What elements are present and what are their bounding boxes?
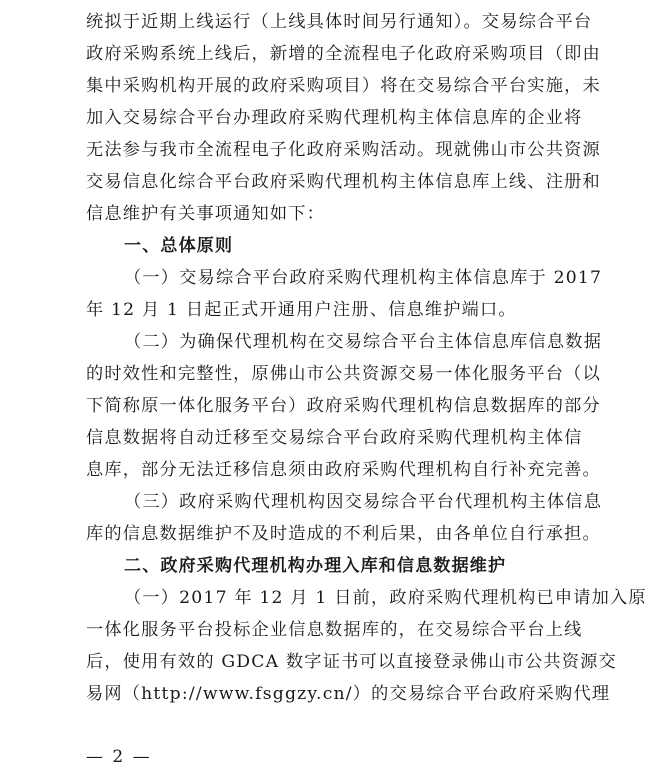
paragraph-line: 息库，部分无法迁移信息须由政府采购代理机构自行补充完善。 xyxy=(86,460,601,480)
paragraph-line: 年 12 月 1 日起正式开通用户注册、信息维护端口。 xyxy=(86,300,517,320)
paragraph-line: 下简称原一体化服务平台）政府采购代理机构信息数据库的部分 xyxy=(86,396,601,416)
paragraph-line: （一）交易综合平台政府采购代理机构主体信息库于 2017 xyxy=(124,268,603,288)
paragraph-line: 易网（http://www.fsggzy.cn/）的交易综合平台政府采购代理 xyxy=(86,684,611,704)
section-heading-1: 一、总体原则 xyxy=(124,236,234,256)
paragraph-line: （一）2017 年 12 月 1 日前，政府采购代理机构已申请加入原 xyxy=(124,588,647,608)
paragraph-line: 库的信息数据维护不及时造成的不利后果，由各单位自行承担。 xyxy=(86,524,601,544)
paragraph-line: 集中采购机构开展的政府采购项目）将在交易综合平台实施，未 xyxy=(86,76,601,96)
paragraph-line: 信息数据将自动迁移至交易综合平台政府采购代理机构主体信 xyxy=(86,428,583,448)
paragraph-line: 一体化服务平台投标企业信息数据库的，在交易综合平台上线 xyxy=(86,620,583,640)
page-number: — 2 — xyxy=(86,747,152,767)
paragraph-line: 的时效性和完整性，原佛山市公共资源交易一体化服务平台（以 xyxy=(86,364,601,384)
paragraph-line: 信息维护有关事项通知如下： xyxy=(86,204,326,224)
paragraph-line: 政府采购系统上线后，新增的全流程电子化政府采购项目（即由 xyxy=(86,44,601,64)
paragraph-line: （三）政府采购代理机构因交易综合平台代理机构主体信息 xyxy=(124,492,603,512)
paragraph-line: 统拟于近期上线运行（上线具体时间另行通知）。交易综合平台 xyxy=(86,12,593,32)
paragraph-line: 加入交易综合平台办理政府采购代理机构主体信息库的企业将 xyxy=(86,108,583,128)
paragraph-line: 后，使用有效的 GDCA 数字证书可以直接登录佛山市公共资源交 xyxy=(86,652,617,672)
section-heading-2: 二、政府采购代理机构办理入库和信息数据维护 xyxy=(124,556,507,576)
paragraph-line: 交易信息化综合平台政府采购代理机构主体信息库上线、注册和 xyxy=(86,172,601,192)
paragraph-line: 无法参与我市全流程电子化政府采购活动。现就佛山市公共资源 xyxy=(86,140,601,160)
paragraph-line: （二）为确保代理机构在交易综合平台主体信息库信息数据 xyxy=(124,332,603,352)
